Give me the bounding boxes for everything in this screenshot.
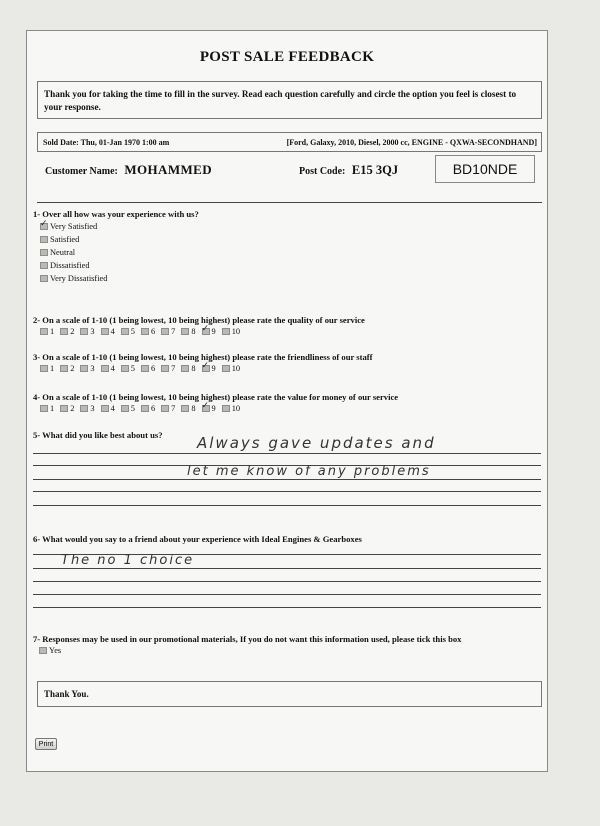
option-label: 5 [130, 364, 135, 373]
question-6: 6- What would you say to a friend about your experience with Ideal Engines & Gearboxes [33, 534, 362, 544]
checkbox[interactable] [121, 328, 129, 335]
checkbox[interactable] [80, 365, 88, 372]
option-label: 8 [191, 327, 196, 336]
q1-option-very-dissatisfied[interactable] [40, 274, 107, 283]
option-label: 2 [70, 364, 75, 373]
thank-you-box: Thank You. [37, 681, 542, 707]
q1-option-very-satisfied[interactable] [40, 222, 97, 231]
form-title: POST SALE FEEDBACK [199, 49, 375, 65]
scale-option[interactable] [121, 364, 135, 373]
q5-handwritten-answer-line-1[interactable]: Always gave updates and [197, 434, 436, 452]
checkbox[interactable] [40, 275, 48, 282]
option-label: 6 [150, 364, 156, 373]
scale-option[interactable] [181, 404, 195, 413]
customer-name-label: Customer Name: [45, 166, 118, 177]
checkbox[interactable] [40, 328, 48, 335]
answer-line [33, 505, 541, 506]
sold-date: Sold Date: Thu, 01-Jan 1970 1:00 am [43, 138, 170, 147]
checkbox[interactable] [121, 365, 129, 372]
option-label: 5 [130, 327, 135, 336]
postcode-field [299, 163, 398, 178]
scale-option[interactable] [222, 404, 240, 413]
checkbox[interactable] [40, 262, 48, 269]
option-label: Very Dissatisfied [50, 274, 108, 283]
option-label: 8 [191, 404, 196, 413]
scale-option[interactable] [121, 327, 135, 336]
sale-info-box [37, 132, 542, 152]
option-label: 4 [110, 404, 115, 413]
option-label: 3 [90, 364, 95, 373]
option-label: 4 [110, 364, 115, 373]
scale-option-selected[interactable] [202, 404, 216, 413]
option-label: Neutral [50, 248, 76, 257]
option-label: 2 [70, 327, 75, 336]
option-label: 9 [211, 364, 216, 373]
scale-option[interactable] [40, 404, 54, 413]
q7-option-yes[interactable] [39, 646, 61, 655]
checkbox[interactable] [40, 249, 48, 256]
checkbox-checked[interactable] [202, 405, 210, 412]
checkbox[interactable] [222, 405, 230, 412]
checkbox[interactable] [141, 405, 149, 412]
q1-option-satisfied[interactable] [40, 235, 79, 244]
customer-name-value: MOHAMMED [124, 162, 213, 177]
q1-option-dissatisfied[interactable] [40, 261, 90, 270]
customer-field [45, 162, 212, 178]
question-1: 1- Over all how was your experience with us? [33, 209, 199, 219]
checkbox[interactable] [181, 365, 189, 372]
scale-option[interactable] [60, 327, 74, 336]
checkbox[interactable] [222, 365, 230, 372]
option-label: 3 [90, 327, 95, 336]
option-label: 10 [231, 327, 241, 336]
checkbox[interactable] [60, 365, 68, 372]
option-label: 5 [130, 404, 135, 413]
scale-option[interactable] [80, 327, 94, 336]
scale-option-selected[interactable] [202, 327, 216, 336]
checkbox[interactable] [161, 365, 169, 372]
option-label: 7 [171, 327, 176, 336]
scale-option[interactable] [101, 364, 115, 373]
vehicle-details: [Ford, Galaxy, 2010, Diesel, 2000 cc, ENGINE - QXWA-SECONDHAND] [286, 138, 537, 147]
answer-line [33, 568, 541, 569]
checkbox[interactable] [60, 405, 68, 412]
option-label: 10 [231, 404, 241, 413]
scale-option[interactable] [101, 327, 115, 336]
option-label: 9 [211, 327, 216, 336]
scale-option[interactable] [141, 327, 155, 336]
scale-option[interactable] [80, 364, 94, 373]
option-label: 1 [50, 404, 55, 413]
option-label: 9 [211, 404, 216, 413]
registration-box: BD10NDE [435, 155, 535, 183]
question-4: 4- On a scale of 1-10 (1 being lowest, 10 being highest) please rate the value for money of our service [33, 392, 399, 402]
option-label: 6 [150, 327, 156, 336]
scale-option[interactable] [60, 364, 74, 373]
checkbox[interactable] [141, 365, 149, 372]
checkbox[interactable] [121, 405, 129, 412]
option-label: Yes [49, 646, 62, 655]
answer-line [33, 491, 541, 492]
checkbox[interactable] [80, 328, 88, 335]
scale-option[interactable] [181, 327, 195, 336]
checkbox[interactable] [161, 405, 169, 412]
checkbox[interactable] [40, 365, 48, 372]
scale-option[interactable] [141, 404, 155, 413]
checkbox-checked[interactable] [202, 328, 210, 335]
option-label: 7 [171, 364, 176, 373]
scale-option[interactable] [60, 404, 74, 413]
scale-option[interactable] [222, 364, 240, 373]
scale-option[interactable] [141, 364, 155, 373]
q4-scale [40, 404, 246, 413]
scale-option[interactable] [40, 364, 54, 373]
checkbox-checked[interactable] [202, 365, 210, 372]
option-label: 1 [50, 327, 55, 336]
scale-option[interactable] [101, 404, 115, 413]
option-label: 10 [231, 364, 241, 373]
customer-row [37, 155, 542, 185]
answer-line [33, 453, 541, 454]
option-label: Very Satisfied [50, 222, 98, 231]
postcode-value: E15 3QJ [351, 163, 399, 177]
checkbox[interactable] [40, 405, 48, 412]
divider [37, 202, 542, 203]
checkbox[interactable] [101, 328, 109, 335]
scale-option[interactable] [80, 404, 94, 413]
q3-scale [40, 364, 246, 373]
option-label: 3 [90, 404, 95, 413]
scale-option[interactable] [222, 327, 240, 336]
print-button[interactable]: Print [35, 738, 57, 750]
answer-line [33, 479, 541, 480]
option-label: Satisfied [50, 235, 80, 244]
checkbox[interactable] [101, 405, 109, 412]
question-2: 2- On a scale of 1-10 (1 being lowest, 10 being highest) please rate the quality of our service [33, 315, 365, 325]
postcode-label: Post Code: [299, 166, 346, 177]
answer-line [33, 607, 541, 608]
checkbox[interactable] [39, 647, 47, 654]
q2-scale [40, 327, 246, 336]
checkbox[interactable] [40, 236, 48, 243]
option-label: 4 [110, 327, 115, 336]
checkbox[interactable] [60, 328, 68, 335]
question-3: 3- On a scale of 1-10 (1 being lowest, 10 being highest) please rate the friendliness of our staff [33, 352, 373, 362]
feedback-form-page [26, 30, 548, 772]
scale-option[interactable] [161, 327, 175, 336]
intro-text: Thank you for taking the time to fill in the survey. Read each question carefully and circle the option you feel is closest to your response. [37, 81, 542, 119]
scale-option[interactable] [121, 404, 135, 413]
scale-option[interactable] [161, 364, 175, 373]
option-label: Dissatisfied [50, 261, 90, 270]
q6-handwritten-answer[interactable]: The no 1 choice [61, 553, 195, 568]
checkbox[interactable] [101, 365, 109, 372]
question-7: 7- Responses may be used in our promotional materials, If you do not want this information used, please tick this box [33, 634, 462, 644]
checkbox[interactable] [161, 328, 169, 335]
question-5: 5- What did you like best about us? [33, 430, 163, 440]
checkbox[interactable] [141, 328, 149, 335]
option-label: 2 [70, 404, 75, 413]
option-label: 1 [50, 364, 55, 373]
checkbox[interactable] [181, 328, 189, 335]
checkbox[interactable] [181, 405, 189, 412]
q1-option-neutral[interactable] [40, 248, 75, 257]
scale-option-selected[interactable] [202, 364, 216, 373]
scale-option[interactable] [40, 327, 54, 336]
option-label: 6 [150, 404, 156, 413]
scale-option[interactable] [181, 364, 195, 373]
answer-line [33, 594, 541, 595]
checkbox[interactable] [222, 328, 230, 335]
checkbox-checked[interactable] [40, 223, 48, 230]
checkbox[interactable] [80, 405, 88, 412]
option-label: 7 [171, 404, 176, 413]
answer-line [33, 581, 541, 582]
option-label: 8 [191, 364, 196, 373]
scale-option[interactable] [161, 404, 175, 413]
q5-handwritten-answer-line-2[interactable]: let me know of any problems [187, 464, 431, 479]
